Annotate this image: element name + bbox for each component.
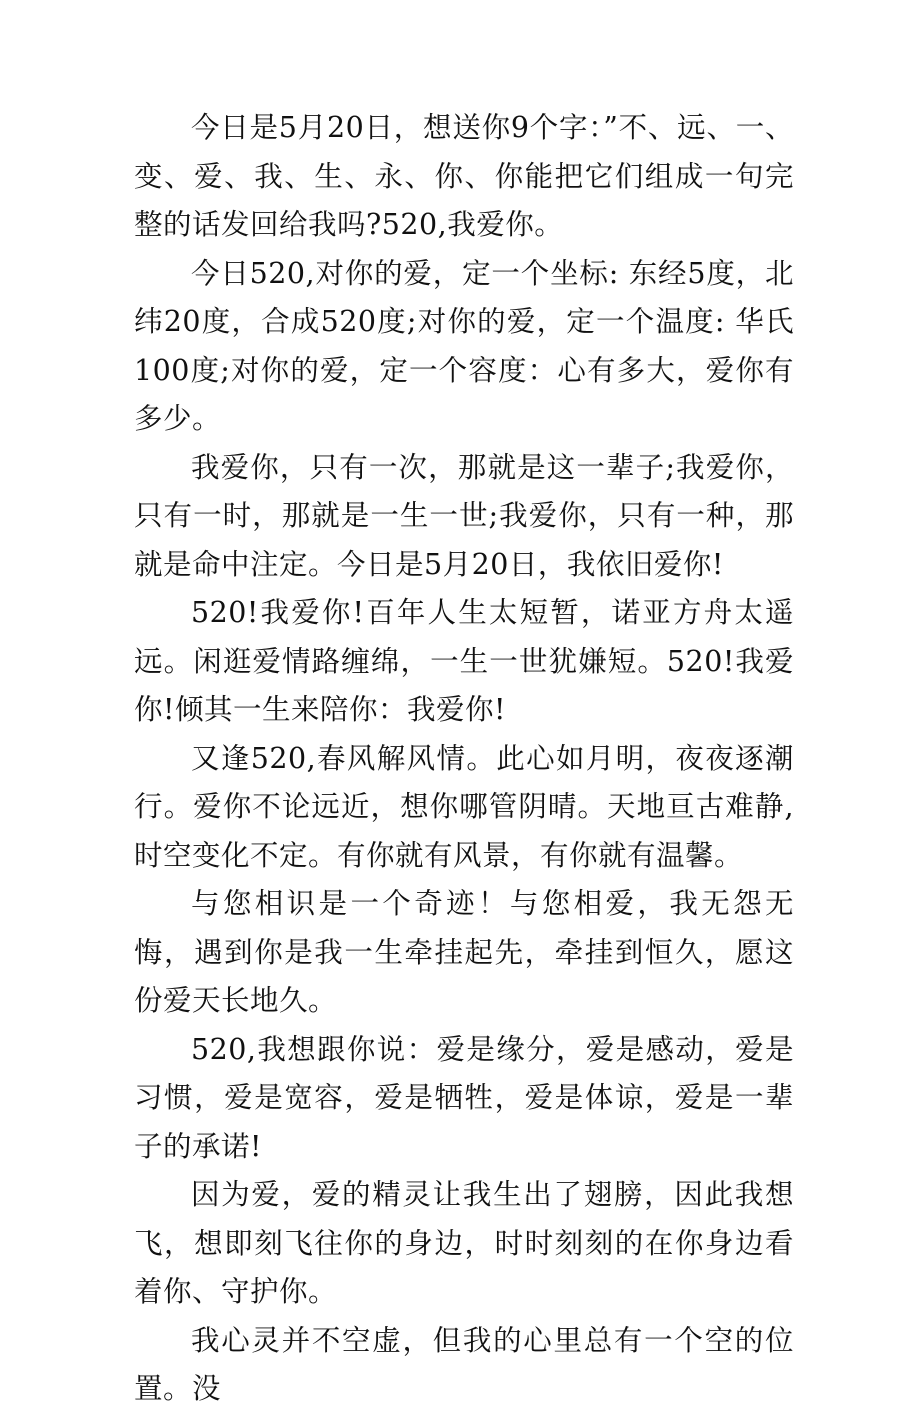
paragraph: 今日520,对你的爱，定一个坐标: 东经5度，北纬20度，合成520度;对你的爱，定一个温度: 华氏100度;对你的爱，定一个容度：心有多大，爱你有多少。 — [134, 256, 794, 435]
paragraph: 与您相识是一个奇迹！与您相爱，我无怨无悔，遇到你是我一生牵挂起先，牵挂到恒久，愿这份爱天长地久。 — [134, 887, 794, 1017]
paragraph: 今日是5月20日，想送你9个字：”不、远、一、变、爱、我、生、永、你、你能把它们组成一句完整的话发回给我吗?520,我爱你。 — [134, 111, 794, 241]
paragraph: 520!我爱你!百年人生太短暂，诺亚方舟太遥远。闲逛爱情路缠绵，一生一世犹嫌短。520!我爱你!倾其一生来陪你：我爱你! — [134, 596, 794, 726]
paragraph: 因为爱，爱的精灵让我生出了翅膀，因此我想飞，想即刻飞往你的身边，时时刻刻的在你身边看着你、守护你。 — [134, 1178, 794, 1308]
paragraph: 520,我想跟你说：爱是缘分，爱是感动，爱是习惯，爱是宽容，爱是牺牲，爱是体谅，爱是一辈子的承诺! — [134, 1032, 794, 1163]
document-body — [134, 104, 794, 1414]
paragraph: 又逢520,春风解风情。此心如月明，夜夜逐潮行。爱你不论远近，想你哪管阴晴。天地亘古难静,时空变化不定。有你就有风景，有你就有温馨。 — [134, 741, 794, 872]
paragraph: 我心灵并不空虚，但我的心里总有一个空的位置。没 — [134, 1323, 794, 1405]
paragraph: 我爱你，只有一次，那就是这一辈子;我爱你，只有一时，那就是一生一世;我爱你，只有一种，那就是命中注定。今日是5月20日，我依旧爱你! — [134, 450, 794, 581]
